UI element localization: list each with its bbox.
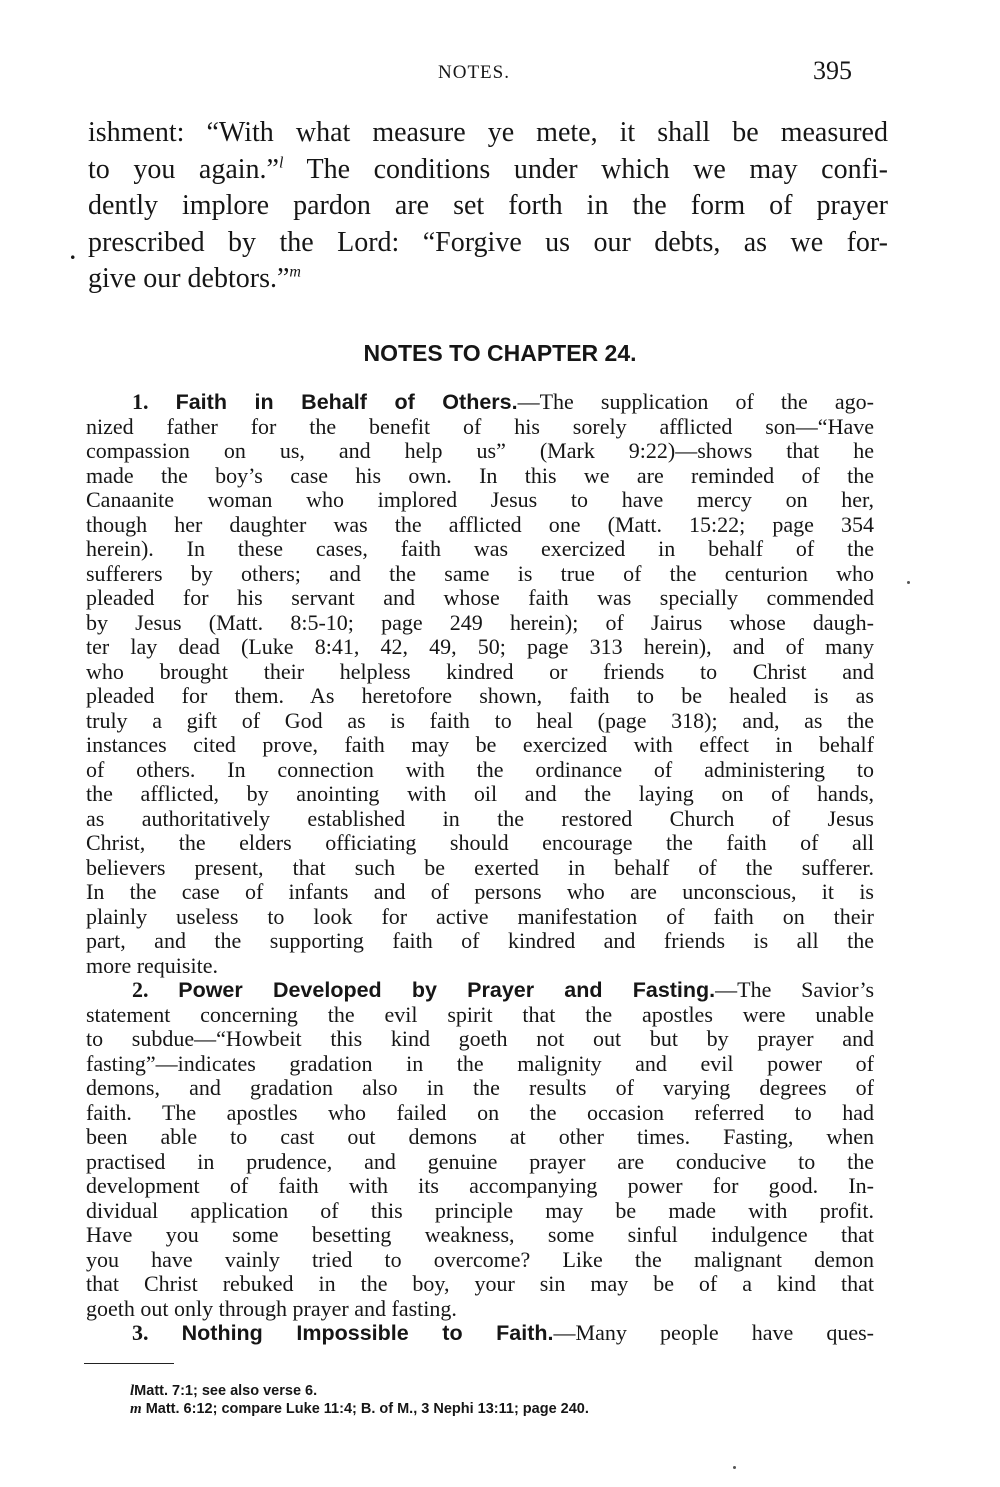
note-line: ter lay dead (Luke 8:41, 42, 49, 50; page 313 herein), and of many	[86, 634, 874, 659]
note-line: who brought their helpless kindred or friends to Christ and	[86, 658, 874, 684]
note-line: truly a gift of God as is faith to heal (page 318); and, as the	[86, 707, 874, 733]
note-line: plainly useless to look for active manifestation of faith on their	[86, 903, 874, 929]
note-title: Nothing Impossible to Faith.	[181, 1321, 554, 1345]
footnote	[130, 1400, 589, 1418]
note-3	[86, 1321, 874, 1346]
speck	[907, 581, 910, 584]
note-title: Power Developed by Prayer and Fasting.	[178, 978, 716, 1002]
note-line	[86, 1321, 874, 1346]
running-head: NOTES.	[438, 62, 510, 83]
note-line: demons, and gradation also in the results of varying degrees of	[86, 1075, 874, 1100]
section-heading: NOTES TO CHAPTER 24.	[363, 340, 637, 366]
note-line: as authoritatively established in the restored Church of Jesus	[86, 805, 874, 831]
note-line: of others. In connection with the ordinance of administering to	[86, 756, 874, 782]
note-line: though her daughter was the afflicted one (Matt. 15:22; page 354	[86, 511, 874, 537]
notes-block	[86, 390, 874, 1346]
note-line	[86, 978, 874, 1003]
note-line: development of faith with its accompanying power for good. In-	[86, 1173, 874, 1198]
footnote-marker: l	[278, 154, 284, 172]
note-line	[86, 390, 874, 415]
note-line: In the case of infants and of persons who are unconscious, it is	[86, 879, 874, 904]
text-fragment: to you again.”	[88, 153, 279, 185]
note-2	[86, 978, 874, 1321]
note-line: Canaanite woman who implored Jesus to have mercy on her,	[86, 487, 874, 512]
note-number: 1.	[132, 389, 149, 414]
note-line: you have vainly tried to overcome? Like the malignant demon	[86, 1246, 874, 1272]
note-number: 3.	[132, 1320, 149, 1345]
text-line: ishment: “With what measure ye mete, it shall be measured	[88, 117, 888, 148]
note-line: Christ, the elders officiating should encourage the faith of all	[86, 830, 874, 855]
note-number: 2.	[132, 977, 149, 1002]
footnote	[130, 1382, 589, 1400]
note-line: pleaded for them. As heretofore shown, faith to be healed is as	[86, 683, 874, 708]
text-fragment: The conditions under which we may confi-	[306, 153, 888, 185]
note-line: goeth out only through prayer and fasting.	[86, 1295, 457, 1321]
margin-mark: .	[70, 239, 76, 264]
text-line: prescribed by the Lord: “Forgive us our debts, as we for-	[88, 226, 888, 258]
speck	[733, 1466, 736, 1469]
note-line: the afflicted, by anointing with oil and the laying on of hands,	[86, 781, 874, 806]
note-line: that Christ rebuked in the boy, your sin may be of a kind that	[86, 1271, 874, 1296]
note-text: —The Savior’s	[715, 977, 875, 1002]
note-line: sufferers by others; and the same is true of the centurion who	[86, 560, 874, 586]
footnote-text: Matt. 6:12; compare Luke 11:4; B. of M., 3 Nephi 13:11; page 240.	[145, 1401, 589, 1417]
note-line: practised in prudence, and genuine prayer are conducive to the	[86, 1148, 874, 1174]
footnote-marker: m	[130, 1401, 142, 1417]
note-line: more requisite.	[86, 952, 218, 978]
page-header	[0, 52, 1000, 92]
text-line	[88, 152, 888, 189]
note-line: part, and the supporting faith of kindred and friends is all the	[86, 928, 874, 953]
footnotes	[130, 1382, 589, 1418]
text-fragment: give our debtors.”	[88, 263, 290, 294]
text-line	[88, 261, 888, 298]
note-line: to subdue—“Howbeit this kind goeth not out but by prayer and	[86, 1026, 874, 1051]
note-line: believers present, that such be exerted in behalf of the sufferer.	[86, 854, 874, 880]
footnote-text: Matt. 7:1; see also verse 6.	[134, 1383, 318, 1399]
note-line: statement concerning the evil spirit that the apostles were unable	[86, 1001, 874, 1027]
note-line: made the boy’s case his own. In this we are reminded of the	[86, 462, 874, 488]
note-1	[86, 390, 874, 978]
text-line: dently implore pardon are set forth in the form of prayer	[88, 190, 888, 221]
page-number: 395	[813, 56, 852, 85]
note-text: —Many people have ques-	[553, 1320, 875, 1345]
footnote-rule	[84, 1363, 174, 1364]
note-line: pleaded for his servant and whose faith was specially commended	[86, 585, 874, 610]
note-line: compassion on us, and help us” (Mark 9:22)—shows that he	[86, 438, 874, 463]
main-text-block	[88, 115, 888, 298]
note-line: been able to cast out demons at other times. Fasting, when	[86, 1124, 874, 1149]
note-line: faith. The apostles who failed on the occasion referred to had	[86, 1099, 874, 1125]
note-text: —The supplication of the ago-	[517, 389, 874, 414]
note-line: herein). In these cases, faith was exercized in behalf of the	[86, 536, 874, 561]
footnote-marker: l	[130, 1383, 135, 1399]
note-line: by Jesus (Matt. 8:5-10; page 249 herein); of Jairus whose daugh-	[86, 609, 874, 635]
note-title: Faith in Behalf of Others.	[175, 390, 518, 414]
note-line: instances cited prove, faith may be exercized with effect in behalf	[86, 732, 874, 757]
footnote-marker: m	[289, 263, 301, 281]
note-line: fasting”—indicates gradation in the malignity and evil power of	[86, 1050, 874, 1076]
note-line: dividual application of this principle may be made with profit.	[86, 1197, 874, 1223]
note-line: Have you some besetting weakness, some sinful indulgence that	[86, 1222, 874, 1247]
note-line: nized father for the benefit of his sorely afflicted son—“Have	[86, 413, 874, 439]
